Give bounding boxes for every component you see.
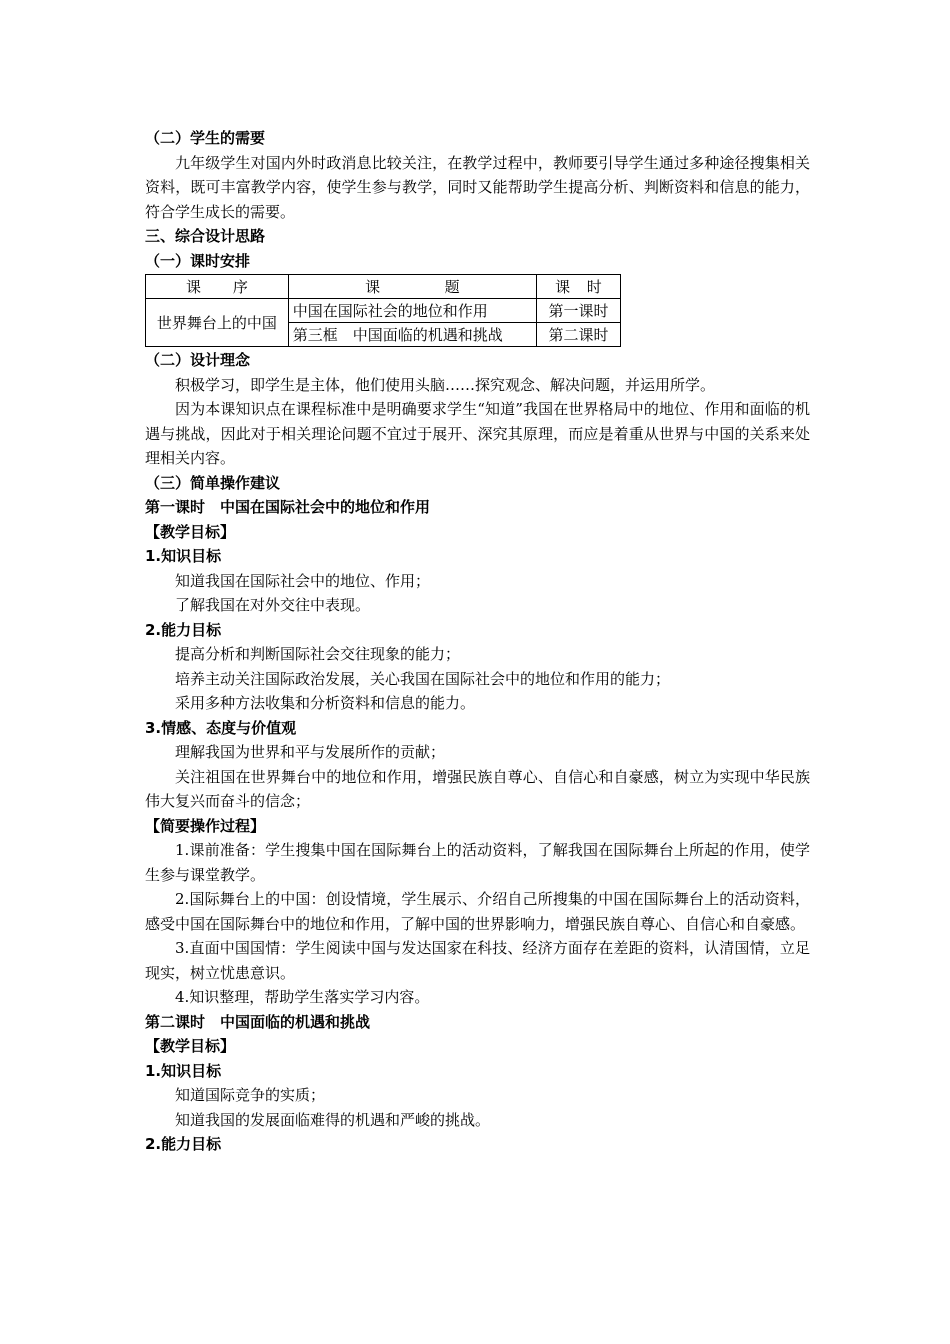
table-header-row <box>146 275 621 299</box>
table-row <box>146 299 621 323</box>
subheading-concept: （二）设计理念 <box>145 351 251 369</box>
student-needs-paragraph: 九年级学生对国内外时政消息比较关注，在教学过程中，教师要引导学生通过多种途径搜集相关资料，既可丰富教学内容，使学生参与教学，同时又能帮助学生提高分析、判断资料和信息的能力，符合学生成长的需要。 <box>145 153 810 221</box>
header-sequence: 课 序 <box>146 275 289 299</box>
list-item: 采用多种方法收集和分析资料和信息的能力。 <box>175 694 476 712</box>
process-step: 3.直面中国国情：学生阅读中国与发达国家在科技、经济方面存在差距的资料，认清国情，立足现实，树立忧患意识。 <box>145 939 810 982</box>
list-item: 理解我国为世界和平与发展所作的贡献； <box>175 743 446 761</box>
period-cell: 第一课时 <box>536 299 620 323</box>
concept-paragraph-2: 因为本课知识点在课程标准中是明确要求学生“知道”我国在世界格局中的地位、作用和面临的机遇与挑战，因此对于相关理论问题不宜过于展开、深究其原理，而应是着重从世界与中国的关系来处理相关内容。 <box>145 400 810 467</box>
lesson1-knowledge-heading: 1.知识目标 <box>145 547 222 565</box>
unit-cell: 世界舞台上的中国 <box>146 299 289 347</box>
lesson2-title: 第二课时 中国面临的机遇和挑战 <box>145 1012 371 1031</box>
lesson2-knowledge-heading: 1.知识目标 <box>145 1061 222 1080</box>
topic-cell: 第三框 中国面临的机遇和挑战 <box>288 323 536 347</box>
lesson2-goals-heading: 【教学目标】 <box>145 1037 236 1055</box>
concept-paragraph-1: 积极学习，即学生是主体，他们使用头脑……探究观念、解决问题，并运用所学。 <box>175 375 716 394</box>
lesson1-goals-heading: 【教学目标】 <box>145 522 236 541</box>
subheading-operation: （三）简单操作建议 <box>145 473 281 492</box>
list-item: 知道国际竞争的实质； <box>175 1086 326 1104</box>
list-item: 培养主动关注国际政治发展，关心我国在国际社会中的地位和作用的能力； <box>175 669 671 688</box>
lesson1-ability-heading: 2.能力目标 <box>145 620 222 639</box>
list-item: 知道我国的发展面临难得的机遇和严峻的挑战。 <box>175 1110 491 1129</box>
lesson1-process-heading: 【简要操作过程】 <box>145 816 266 835</box>
lesson2-ability-heading: 2.能力目标 <box>145 1135 222 1153</box>
subheading-schedule: （一）课时安排 <box>145 251 251 270</box>
header-period: 课 时 <box>536 275 620 299</box>
process-step: 4.知识整理，帮助学生落实学习内容。 <box>175 988 430 1006</box>
period-cell: 第二课时 <box>536 323 620 347</box>
topic-cell: 中国在国际社会的地位和作用 <box>288 299 536 323</box>
list-item: 知道我国在国际社会中的地位、作用； <box>175 571 431 590</box>
header-topic: 课 题 <box>288 275 536 299</box>
list-item: 关注祖国在世界舞台中的地位和作用，增强民族自尊心、自信心和自豪感，树立为实现中华民族伟大复兴而奋斗的信念； <box>145 767 810 810</box>
process-step: 1.课前准备：学生搜集中国在国际舞台上的活动资料，了解我国在国际舞台上所起的作用，使学生参与课堂教学。 <box>145 841 810 884</box>
document-page <box>145 126 810 1157</box>
schedule-table <box>145 274 621 347</box>
section-heading-design: 三、综合设计思路 <box>145 227 266 245</box>
list-item: 了解我国在对外交往中表现。 <box>175 596 371 614</box>
process-step: 2.国际舞台上的中国：创设情境，学生展示、介绍自己所搜集的中国在国际舞台上的活动资料，感受中国在国际舞台中的地位和作用，了解中国的世界影响力，增强民族自尊心、自信心和自豪感。 <box>145 890 810 933</box>
lesson1-emotion-heading: 3.情感、态度与价值观 <box>145 718 297 737</box>
list-item: 提高分析和判断国际社会交往现象的能力； <box>175 645 461 663</box>
section-heading-student-needs: （二）学生的需要 <box>145 129 266 147</box>
lesson1-title: 第一课时 中国在国际社会中的地位和作用 <box>145 498 431 516</box>
